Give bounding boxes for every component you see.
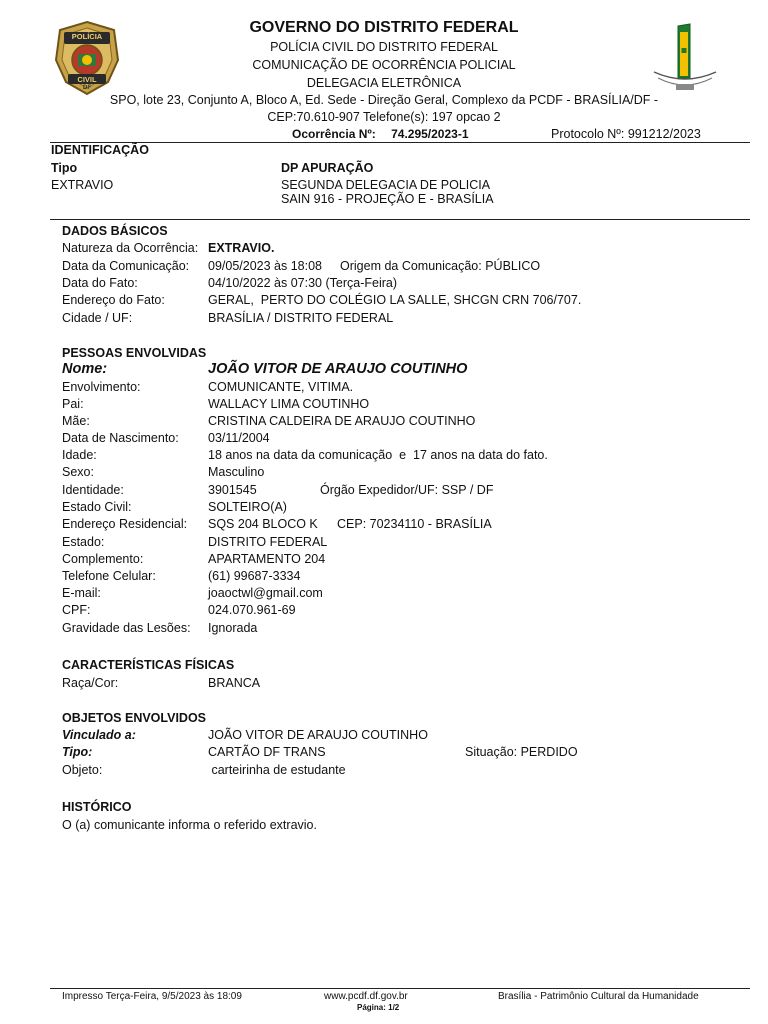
data-fato-value: 04/10/2022 às 07:30 (Terça-Feira): [208, 276, 397, 290]
cidade-uf-label: Cidade / UF:: [62, 311, 133, 325]
field-value: DISTRITO FEDERAL: [208, 535, 328, 549]
field-label: Identidade:: [62, 483, 124, 497]
tipo-label: Tipo: [51, 161, 78, 175]
field-label: Sexo:: [62, 465, 94, 479]
dp-apuracao-line2: SAIN 916 - PROJEÇÃO E - BRASÍLIA: [281, 192, 494, 206]
field-label: Pai:: [62, 397, 84, 411]
footer-pagina: Página: 1/2: [357, 1003, 400, 1012]
ocorrencia-value: 74.295/2023-1: [391, 127, 469, 141]
badge-text-policia: POLÍCIA: [71, 32, 103, 41]
raca-cor-value: BRANCA: [208, 676, 261, 690]
header-line-delegacia: DELEGACIA ELETRÔNICA: [306, 76, 462, 90]
field-label: Telefone Celular:: [62, 569, 156, 583]
field-label: Estado Civil:: [62, 500, 132, 514]
field-value: joaoctwl@gmail.com: [208, 586, 323, 600]
objeto-tipo-value: CARTÃO DF TRANS: [208, 745, 326, 759]
footer-slogan: Brasília - Patrimônio Cultural da Humanidade: [498, 991, 699, 1002]
field-label: Gravidade das Lesões:: [62, 621, 191, 635]
field-value: 03/11/2004: [208, 431, 270, 445]
field-value: SQS 204 BLOCO K: [208, 517, 318, 531]
field-label: E-mail:: [62, 586, 101, 600]
field-label: CPF:: [62, 603, 91, 617]
orgao-expedidor: Órgão Expedidor/UF: SSP / DF: [320, 483, 494, 497]
vinculado-value: JOÃO VITOR DE ARAUJO COUTINHO: [208, 728, 428, 742]
header-address-2: CEP:70.610-907 Telefone(s): 197 opcao 2: [267, 110, 501, 124]
field-label: Complemento:: [62, 552, 144, 566]
dp-apuracao-label: DP APURAÇÃO: [281, 161, 374, 175]
field-label: Mãe:: [62, 414, 90, 428]
data-comunicacao-label: Data da Comunicação:: [62, 259, 190, 273]
objeto-label: Objeto:: [62, 763, 103, 777]
field-value: WALLACY LIMA COUTINHO: [208, 397, 370, 411]
field-label: Endereço Residencial:: [62, 517, 188, 531]
dp-apuracao-line1: SEGUNDA DELEGACIA DE POLICIA: [281, 178, 491, 192]
footer-site-link[interactable]: www.pcdf.df.gov.br: [324, 991, 408, 1002]
field-label: Envolvimento:: [62, 380, 141, 394]
data-fato-label: Data do Fato:: [62, 276, 138, 290]
field-label: Estado:: [62, 535, 105, 549]
data-comunicacao-value: 09/05/2023 às 18:08: [208, 259, 322, 273]
field-value: 18 anos na data da comunicação e 17 anos na data do fato.: [208, 448, 548, 462]
divider-header: [50, 142, 750, 143]
origem-comunicacao: Origem da Comunicação: PÚBLICO: [340, 259, 541, 273]
cep-residencial: CEP: 70234110 - BRASÍLIA: [337, 517, 492, 531]
vinculado-label: Vinculado a:: [62, 728, 136, 742]
objeto-situacao: Situação: PERDIDO: [465, 745, 578, 759]
field-value: Ignorada: [208, 621, 258, 635]
field-value: CRISTINA CALDEIRA DE ARAUJO COUTINHO: [208, 414, 476, 428]
field-value: SOLTEIRO(A): [208, 500, 287, 514]
natureza-value: EXTRAVIO.: [208, 241, 275, 255]
cidade-uf-value: BRASÍLIA / DISTRITO FEDERAL: [208, 311, 394, 325]
field-value: APARTAMENTO 204: [208, 552, 326, 566]
section-title-caracteristicas: CARACTERÍSTICAS FÍSICAS: [62, 658, 235, 672]
endereco-fato-value: GERAL, PERTO DO COLÉGIO LA SALLE, SHCGN CRN 706/707.: [208, 293, 582, 307]
header-line-comunicacao: COMUNICAÇÃO DE OCORRÊNCIA POLICIAL: [252, 58, 516, 72]
divider-footer: [50, 988, 750, 989]
field-value: 3901545: [208, 483, 257, 497]
header-title: GOVERNO DO DISTRITO FEDERAL: [249, 19, 519, 36]
field-value: (61) 99687-3334: [208, 569, 301, 583]
section-title-dados-basicos: DADOS BÁSICOS: [62, 224, 168, 238]
field-value: Masculino: [208, 465, 265, 479]
header-address-1: SPO, lote 23, Conjunto A, Bloco A, Ed. Sede - Direção Geral, Complexo da PCDF - BRASÍLIA/DF -: [109, 93, 659, 107]
badge-text-df: DF: [83, 85, 91, 91]
divider-identificacao: [50, 219, 750, 220]
objeto-value: carteirinha de estudante: [208, 763, 346, 777]
ocorrencia-number: [292, 127, 469, 141]
section-title-objetos: OBJETOS ENVOLVIDOS: [62, 711, 207, 725]
protocolo-number: Protocolo Nº: 991212/2023: [551, 127, 701, 141]
field-label: Data de Nascimento:: [62, 431, 179, 445]
historico-text: O (a) comunicante informa o referido extravio.: [62, 818, 317, 832]
footer-impresso: Impresso Terça-Feira, 9/5/2023 às 18:09: [62, 991, 242, 1002]
section-title-pessoas: PESSOAS ENVOLVIDAS: [62, 346, 207, 360]
section-title-historico: HISTÓRICO: [62, 800, 132, 814]
nome-value: JOÃO VITOR DE ARAUJO COUTINHO: [208, 361, 468, 377]
ocorrencia-label: Ocorrência Nº:: [292, 127, 376, 141]
field-label: Idade:: [62, 448, 97, 462]
header-line-policia-civil: POLÍCIA CIVIL DO DISTRITO FEDERAL: [270, 40, 498, 54]
nome-label: Nome:: [62, 361, 108, 377]
objeto-tipo-label: Tipo:: [62, 745, 93, 759]
field-value: COMUNICANTE, VITIMA.: [208, 380, 354, 394]
raca-cor-label: Raça/Cor:: [62, 676, 119, 690]
tipo-value: EXTRAVIO: [51, 178, 114, 192]
endereco-fato-label: Endereço do Fato:: [62, 293, 165, 307]
section-title-identificacao: IDENTIFICAÇÃO: [51, 143, 149, 157]
badge-text-civil: CIVIL: [77, 75, 97, 84]
natureza-label: Natureza da Ocorrência:: [62, 241, 199, 255]
field-value: 024.070.961-69: [208, 603, 296, 617]
